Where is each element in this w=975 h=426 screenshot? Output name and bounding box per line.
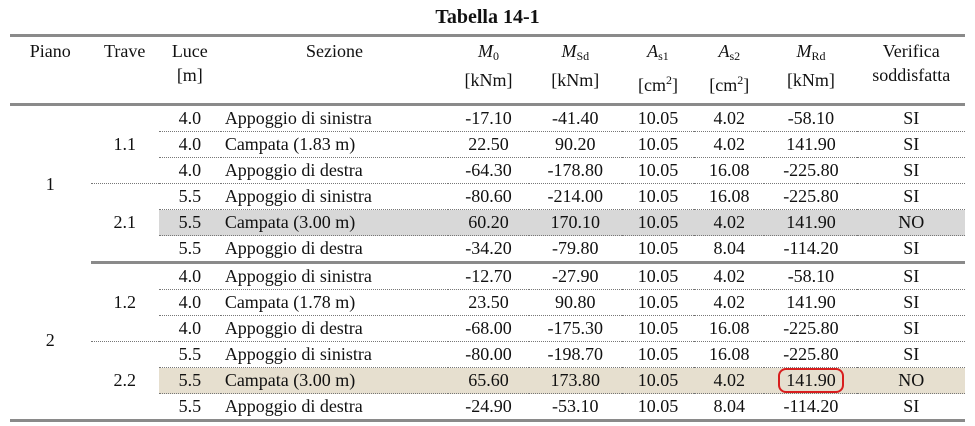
cell-luce: 4.0 [159,316,221,342]
cell-luce: 4.0 [159,132,221,158]
cell-mrd: -225.80 [764,316,857,342]
cell-msd: -175.30 [529,316,622,342]
header-m0-unit: [kNm] [464,70,513,90]
cell-as1: 10.05 [622,316,694,342]
header-as1-unit [638,75,678,95]
cell-msd: 170.10 [529,210,622,236]
header-as2-subscript: s2 [729,49,741,63]
cell-piano: 1 [45,173,55,194]
cell-as2: 16.08 [694,158,764,184]
cell-m0: 23.50 [448,290,529,316]
header-m0-symbol: M [477,41,493,61]
cell-luce: 5.5 [159,236,221,263]
cell-msd: 173.80 [529,368,622,394]
cell-verifica: SI [857,105,965,132]
cell-sezione: Appoggio di destra [221,236,448,263]
header-as2-symbol: A [718,41,730,61]
header-msd-subscript: Sd [576,49,590,63]
cell-verifica: SI [857,263,965,290]
cell-verifica: NO [857,368,965,394]
header-as2 [694,36,764,105]
header-as2-unit-pre: [cm [709,75,738,95]
cell-as2: 16.08 [694,184,764,210]
cell-as1: 10.05 [622,158,694,184]
cell-m0: -34.20 [448,236,529,263]
results-table [10,34,965,422]
cell-verifica: SI [857,158,965,184]
cell-m0: 65.60 [448,368,529,394]
cell-as1: 10.05 [622,342,694,368]
header-as2-unit [709,75,749,95]
cell-verifica: SI [857,342,965,368]
header-as1 [622,36,694,105]
cell-mrd: 141.90 [764,210,857,236]
cell-luce: 4.0 [159,105,221,132]
cell-sezione: Appoggio di sinistra [221,105,448,132]
table-header [10,36,965,105]
cell-m0: -64.30 [448,158,529,184]
table-row [10,184,965,210]
cell-luce: 5.5 [159,368,221,394]
cell-m0: 22.50 [448,132,529,158]
circled-value: 141.90 [778,368,844,393]
header-as1-unit-sup: 2 [665,73,672,87]
header-mrd-unit: [kNm] [786,70,835,90]
header-verifica-line2: soddisfatta [872,65,951,85]
cell-as2: 4.02 [694,132,764,158]
table-row [10,263,965,290]
cell-mrd: -58.10 [764,263,857,290]
cell-sezione: Campata (1.78 m) [221,290,448,316]
cell-msd: -79.80 [529,236,622,263]
cell-as2: 16.08 [694,342,764,368]
cell-sezione: Appoggio di destra [221,394,448,421]
cell-msd: 90.80 [529,290,622,316]
header-mrd [764,36,857,105]
cell-luce: 5.5 [159,210,221,236]
header-m0 [448,36,529,105]
cell-as1: 10.05 [622,290,694,316]
cell-msd: -53.10 [529,394,622,421]
cell-mrd: -58.10 [764,105,857,132]
cell-mrd: -225.80 [764,342,857,368]
cell-mrd: -225.80 [764,184,857,210]
header-sezione: Sezione [221,36,448,105]
header-msd-unit: [kNm] [551,70,600,90]
cell-as2: 16.08 [694,316,764,342]
cell-sezione: Appoggio di destra [221,316,448,342]
cell-as1: 10.05 [622,236,694,263]
header-luce-label: Luce [171,41,208,61]
cell-verifica: SI [857,316,965,342]
cell-msd: -41.40 [529,105,622,132]
cell-as1: 10.05 [622,368,694,394]
cell-verifica: SI [857,236,965,263]
cell-msd: -178.80 [529,158,622,184]
cell-trave: 2.1 [91,184,159,263]
cell-luce: 5.5 [159,184,221,210]
cell-as2: 8.04 [694,394,764,421]
cell-m0: -68.00 [448,316,529,342]
header-verifica [857,36,965,105]
cell-luce: 4.0 [159,290,221,316]
cell-sezione: Appoggio di sinistra [221,342,448,368]
cell-luce: 5.5 [159,342,221,368]
cell-msd: -214.00 [529,184,622,210]
cell-as2: 4.02 [694,290,764,316]
cell-trave: 1.1 [91,105,159,184]
cell-as1: 10.05 [622,132,694,158]
cell-sezione: Appoggio di destra [221,158,448,184]
header-luce-unit: [m] [176,65,203,85]
cell-verifica: NO [857,210,965,236]
header-piano: Piano [10,36,91,105]
cell-mrd: -114.20 [764,236,857,263]
header-verifica-line1: Verifica [882,41,940,61]
cell-mrd: 141.90 [764,290,857,316]
cell-msd: -198.70 [529,342,622,368]
cell-mrd: 141.90 [764,132,857,158]
cell-luce: 4.0 [159,263,221,290]
header-trave: Trave [91,36,159,105]
header-as1-unit-pre: [cm [637,75,666,95]
cell-as1: 10.05 [622,184,694,210]
cell-trave: 2.2 [91,342,159,421]
cell-as2: 4.02 [694,368,764,394]
header-as1-subscript: s1 [658,49,669,63]
cell-luce: 5.5 [159,394,221,421]
cell-verifica: SI [857,394,965,421]
cell-as2: 4.02 [694,105,764,132]
cell-verifica: SI [857,132,965,158]
cell-verifica: SI [857,290,965,316]
cell-msd: -27.90 [529,263,622,290]
cell-m0: -24.90 [448,394,529,421]
table-body [10,105,965,421]
cell-sezione: Appoggio di sinistra [221,184,448,210]
table-row [10,342,965,368]
cell-as2: 8.04 [694,236,764,263]
table-row [10,105,965,132]
cell-m0: -12.70 [448,263,529,290]
header-m0-subscript: 0 [492,49,499,63]
cell-sezione: Campata (3.00 m) [221,368,448,394]
header-mrd-symbol: M [796,41,812,61]
cell-mrd [764,368,857,394]
header-luce [159,36,221,105]
cell-sezione: Campata (1.83 m) [221,132,448,158]
cell-as1: 10.05 [622,263,694,290]
cell-luce: 4.0 [159,158,221,184]
cell-as1: 10.05 [622,210,694,236]
header-mrd-subscript: Rd [811,49,826,63]
header-as2-unit-post: ] [743,75,750,95]
header-msd-symbol: M [561,41,577,61]
cell-m0: -80.00 [448,342,529,368]
header-as1-symbol: A [647,41,659,61]
cell-m0: 60.20 [448,210,529,236]
cell-m0: -17.10 [448,105,529,132]
cell-mrd: -225.80 [764,158,857,184]
cell-verifica: SI [857,184,965,210]
cell-as1: 10.05 [622,394,694,421]
cell-mrd: -114.20 [764,394,857,421]
header-as2-unit-sup: 2 [737,73,744,87]
table-title: Tabella 14-1 [435,6,540,28]
cell-msd: 90.20 [529,132,622,158]
cell-as2: 4.02 [694,210,764,236]
cell-as1: 10.05 [622,105,694,132]
cell-sezione: Campata (3.00 m) [221,210,448,236]
cell-m0: -80.60 [448,184,529,210]
header-as1-unit-post: ] [671,75,678,95]
cell-trave: 1.2 [91,263,159,342]
cell-as2: 4.02 [694,263,764,290]
header-msd [529,36,622,105]
cell-sezione: Appoggio di sinistra [221,263,448,290]
cell-piano: 2 [10,263,91,421]
